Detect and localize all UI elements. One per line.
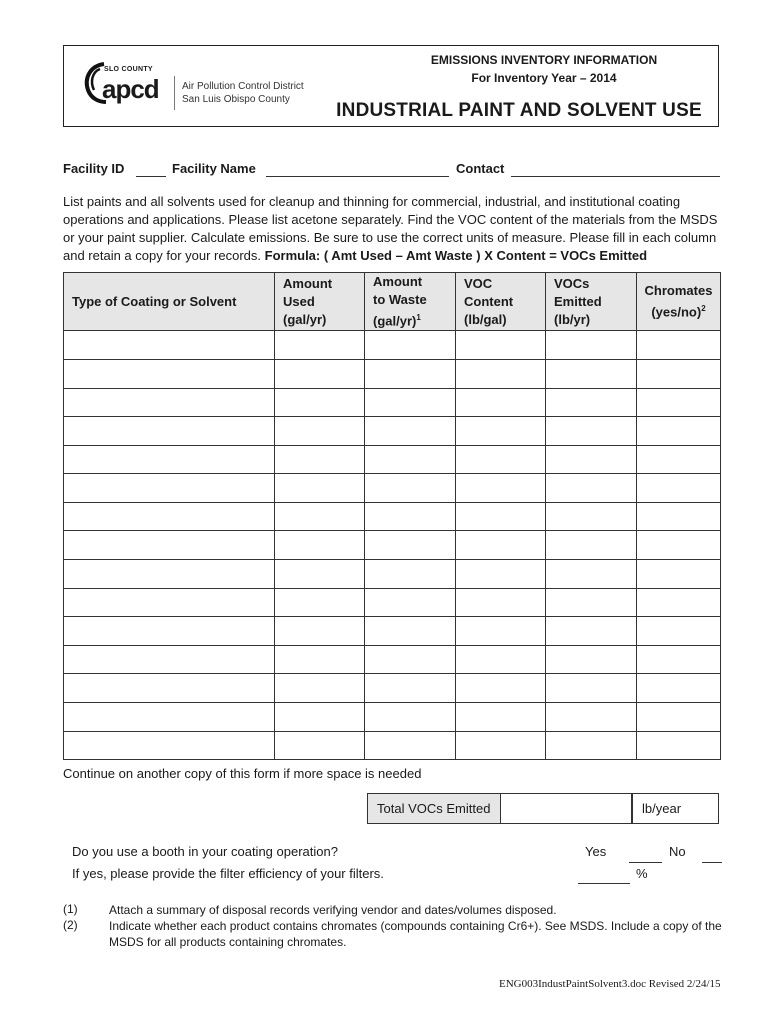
facility-id-field[interactable] bbox=[136, 176, 166, 177]
table-cell-input[interactable] bbox=[64, 417, 275, 446]
revision-note: ENG003IndustPaintSolvent3.doc Revised 2/24/15 bbox=[499, 978, 721, 990]
table-cell-input[interactable] bbox=[546, 388, 637, 417]
col-header-amount-waste: Amount to Waste $(gal/yr)^1$ bbox=[365, 273, 456, 331]
table-cell-input[interactable] bbox=[365, 588, 456, 617]
table-cell-input[interactable] bbox=[64, 617, 275, 646]
logo-divider bbox=[174, 76, 175, 110]
table-cell-input[interactable] bbox=[456, 502, 546, 531]
header-title: EMISSIONS INVENTORY INFORMATION bbox=[430, 53, 658, 67]
apcd-logo bbox=[82, 60, 312, 116]
table-cell-input[interactable] bbox=[64, 703, 275, 732]
table-cell-input[interactable] bbox=[546, 703, 637, 732]
logo-county-text: SLO COUNTY bbox=[104, 66, 153, 73]
instructions-text: List paints and all solvents used for cleanup and thinning for commercial, industrial, and institutional coating operations and applications. Please list acetone separately. Find the VOC content of the materials from the MSDS or your paint supplier. Calculate emissions. Be sure to use the correct units of measure. Please fill in each column and retain a copy for your records. bbox=[63, 194, 718, 263]
footnote-2-text: Indicate whether each product contains chromates (compounds containing Cr6+). See MSDS. Include a copy of the MSDS for all products containing chromates. bbox=[109, 919, 722, 949]
table-cell-input[interactable] bbox=[64, 445, 275, 474]
table-cell-input[interactable] bbox=[64, 560, 275, 589]
table-cell-input[interactable] bbox=[365, 445, 456, 474]
table-cell-input[interactable] bbox=[64, 588, 275, 617]
table-cell-input[interactable] bbox=[275, 645, 365, 674]
table-cell-input[interactable] bbox=[637, 703, 721, 732]
table-cell-input[interactable] bbox=[637, 359, 721, 388]
table-cell-input[interactable] bbox=[365, 531, 456, 560]
total-vocs-unit: lb/year bbox=[632, 793, 719, 824]
table-row bbox=[64, 703, 721, 732]
table-cell-input[interactable] bbox=[365, 417, 456, 446]
coating-table bbox=[63, 272, 721, 760]
table-cell-input[interactable] bbox=[365, 331, 456, 360]
table-cell-input[interactable] bbox=[456, 645, 546, 674]
table-cell-input[interactable] bbox=[275, 388, 365, 417]
instructions bbox=[63, 193, 723, 265]
facility-name-label: Facility Name bbox=[172, 161, 256, 176]
table-cell-input[interactable] bbox=[275, 359, 365, 388]
table-cell-input[interactable] bbox=[275, 445, 365, 474]
table-cell-input[interactable] bbox=[365, 645, 456, 674]
table-cell-input[interactable] bbox=[546, 645, 637, 674]
col-header-chromates: Chromates $(yes/no)^2$ bbox=[637, 273, 721, 331]
total-vocs-field[interactable] bbox=[501, 793, 632, 824]
table-cell-input[interactable] bbox=[275, 531, 365, 560]
table-row bbox=[64, 502, 721, 531]
percent-sign: % bbox=[636, 866, 648, 881]
booth-yes-label: Yes bbox=[585, 844, 607, 859]
table-cell-input[interactable] bbox=[456, 331, 546, 360]
table-row bbox=[64, 645, 721, 674]
table-cell-input[interactable] bbox=[64, 531, 275, 560]
table-cell-input[interactable] bbox=[64, 359, 275, 388]
table-cell-input[interactable] bbox=[275, 731, 365, 760]
col-header-type: Type of Coating or Solvent bbox=[64, 273, 275, 331]
col-header-voc-content: VOC Content (lb/gal) bbox=[456, 273, 546, 331]
formula-text: Formula: ( Amt Used – Amt Waste ) X Content = VOCs Emitted bbox=[264, 248, 648, 263]
table-cell-input[interactable] bbox=[365, 674, 456, 703]
table-row bbox=[64, 674, 721, 703]
table-cell-input[interactable] bbox=[275, 560, 365, 589]
table-row bbox=[64, 359, 721, 388]
table-cell-input[interactable] bbox=[637, 502, 721, 531]
table-cell-input[interactable] bbox=[546, 674, 637, 703]
table-row bbox=[64, 417, 721, 446]
logo-acronym: apcd bbox=[102, 74, 159, 104]
table-cell-input[interactable] bbox=[275, 674, 365, 703]
table-cell-input[interactable] bbox=[546, 474, 637, 503]
col-header-vocs-emitted: VOCs Emitted (lb/yr) bbox=[546, 273, 637, 331]
table-cell-input[interactable] bbox=[456, 703, 546, 732]
table-cell-input[interactable] bbox=[456, 531, 546, 560]
total-vocs-label: Total VOCs Emitted bbox=[367, 793, 501, 824]
table-cell-input[interactable] bbox=[275, 417, 365, 446]
table-cell-input[interactable] bbox=[456, 474, 546, 503]
table-cell-input[interactable] bbox=[275, 588, 365, 617]
table-cell-input[interactable] bbox=[637, 331, 721, 360]
table-row bbox=[64, 331, 721, 360]
table-cell-input[interactable] bbox=[64, 502, 275, 531]
table-cell-input[interactable] bbox=[637, 617, 721, 646]
table-cell-input[interactable] bbox=[456, 445, 546, 474]
table-cell-input[interactable] bbox=[637, 531, 721, 560]
table-cell-input[interactable] bbox=[546, 617, 637, 646]
table-cell-input[interactable] bbox=[456, 560, 546, 589]
table-cell-input[interactable] bbox=[546, 531, 637, 560]
table-cell-input[interactable] bbox=[546, 417, 637, 446]
table-cell-input[interactable] bbox=[546, 502, 637, 531]
table-row bbox=[64, 588, 721, 617]
table-cell-input[interactable] bbox=[637, 445, 721, 474]
table-row bbox=[64, 731, 721, 760]
table-cell-input[interactable] bbox=[365, 502, 456, 531]
inventory-year: For Inventory Year – 2014 bbox=[471, 71, 617, 85]
table-cell-input[interactable] bbox=[637, 674, 721, 703]
facility-name-field[interactable] bbox=[266, 176, 449, 177]
table-row bbox=[64, 531, 721, 560]
table-cell-input[interactable] bbox=[456, 359, 546, 388]
form-title: INDUSTRIAL PAINT AND SOLVENT USE bbox=[336, 100, 702, 121]
table-body bbox=[64, 331, 721, 760]
table-cell-input[interactable] bbox=[64, 388, 275, 417]
table-cell-input[interactable] bbox=[637, 560, 721, 589]
table-cell-input[interactable] bbox=[365, 703, 456, 732]
table-cell-input[interactable] bbox=[456, 617, 546, 646]
table-header-row bbox=[64, 273, 721, 331]
table-cell-input[interactable] bbox=[64, 331, 275, 360]
table-cell-input[interactable] bbox=[365, 388, 456, 417]
logo-org-line1: Air Pollution Control District bbox=[182, 81, 304, 92]
table-cell-input[interactable] bbox=[637, 645, 721, 674]
table-row bbox=[64, 474, 721, 503]
table-cell-input[interactable] bbox=[456, 588, 546, 617]
booth-question: Do you use a booth in your coating operation? bbox=[72, 844, 338, 859]
header-box bbox=[63, 45, 719, 127]
table-cell-input[interactable] bbox=[546, 731, 637, 760]
table-cell-input[interactable] bbox=[365, 474, 456, 503]
table-cell-input[interactable] bbox=[456, 388, 546, 417]
table-cell-input[interactable] bbox=[275, 502, 365, 531]
table-cell-input[interactable] bbox=[456, 731, 546, 760]
contact-label: Contact bbox=[456, 161, 505, 176]
table-cell-input[interactable] bbox=[64, 474, 275, 503]
table-cell-input[interactable] bbox=[546, 588, 637, 617]
table-row bbox=[64, 617, 721, 646]
table-row bbox=[64, 445, 721, 474]
table-cell-input[interactable] bbox=[637, 474, 721, 503]
table-cell-input[interactable] bbox=[637, 417, 721, 446]
col-header-amount-used: Amount Used (gal/yr) bbox=[275, 273, 365, 331]
logo-org-line2: San Luis Obispo County bbox=[182, 94, 290, 105]
booth-no-field[interactable] bbox=[702, 862, 722, 863]
facility-id-label: Facility ID bbox=[63, 161, 125, 176]
booth-yes-field[interactable] bbox=[629, 862, 662, 863]
table-row bbox=[64, 388, 721, 417]
table-cell-input[interactable] bbox=[365, 359, 456, 388]
table-cell-input[interactable] bbox=[64, 674, 275, 703]
table-cell-input[interactable] bbox=[546, 359, 637, 388]
table-cell-input[interactable] bbox=[64, 731, 275, 760]
filter-question: If yes, please provide the filter efficiency of your filters. bbox=[72, 866, 384, 881]
filter-efficiency-field[interactable] bbox=[578, 883, 630, 884]
table-cell-input[interactable] bbox=[456, 417, 546, 446]
table-cell-input[interactable] bbox=[637, 731, 721, 760]
table-cell-input[interactable] bbox=[365, 617, 456, 646]
table-cell-input[interactable] bbox=[546, 445, 637, 474]
table-cell-input[interactable] bbox=[275, 331, 365, 360]
table-cell-input[interactable] bbox=[64, 645, 275, 674]
table-cell-input[interactable] bbox=[546, 331, 637, 360]
footnote-1-number: (1) bbox=[63, 902, 78, 916]
table-cell-input[interactable] bbox=[275, 474, 365, 503]
continue-note: Continue on another copy of this form if more space is needed bbox=[63, 766, 422, 781]
table-cell-input[interactable] bbox=[637, 588, 721, 617]
table-row bbox=[64, 560, 721, 589]
table-cell-input[interactable] bbox=[546, 560, 637, 589]
contact-field[interactable] bbox=[511, 176, 720, 177]
footnote-2-number: (2) bbox=[63, 918, 78, 932]
table-cell-input[interactable] bbox=[275, 617, 365, 646]
table-cell-input[interactable] bbox=[456, 674, 546, 703]
table-cell-input[interactable] bbox=[275, 703, 365, 732]
booth-no-label: No bbox=[669, 844, 686, 859]
table-cell-input[interactable] bbox=[365, 560, 456, 589]
table-cell-input[interactable] bbox=[637, 388, 721, 417]
footnote-1-text: Attach a summary of disposal records verifying vendor and dates/volumes disposed. bbox=[109, 903, 557, 917]
table-cell-input[interactable] bbox=[365, 731, 456, 760]
